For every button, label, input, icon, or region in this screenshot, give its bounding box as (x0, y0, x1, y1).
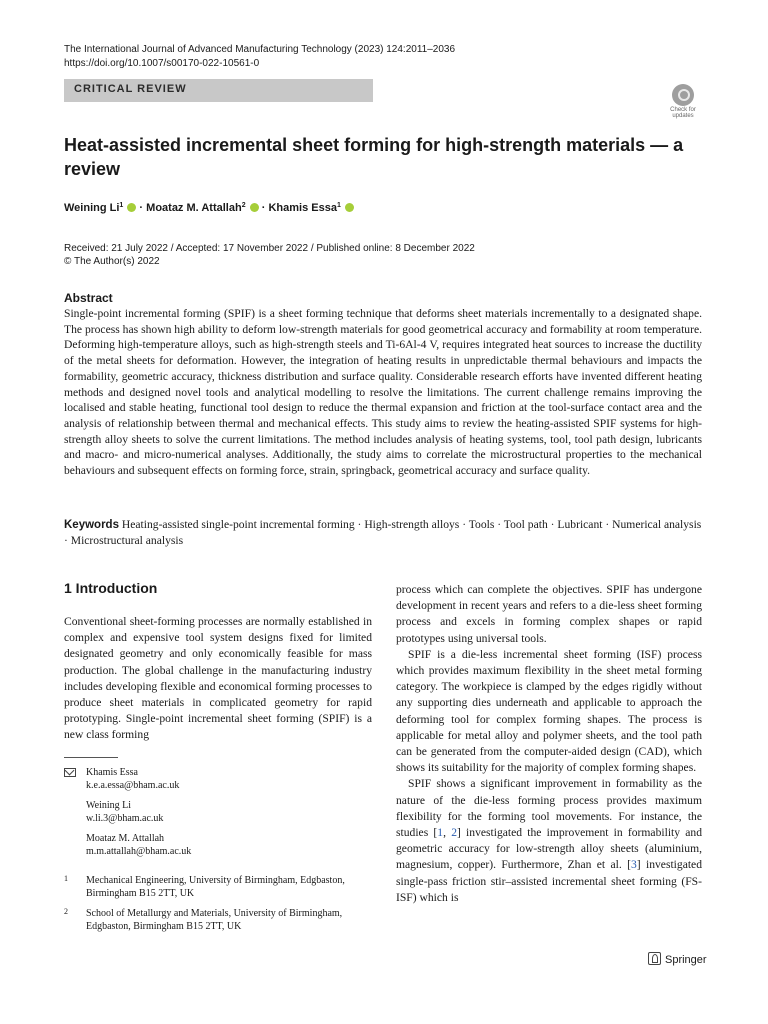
paragraph (396, 776, 702, 906)
correspondence-block (64, 766, 372, 940)
orcid-icon[interactable] (127, 203, 136, 212)
author-list: Weining Li$^1$ · Moataz M. Attallah$^2$ · Khamis Essa$^1$ (64, 202, 354, 214)
citation-separator: , (443, 826, 452, 840)
contact-name: Weining Li (86, 800, 132, 811)
footnote-divider (64, 757, 118, 758)
contact-entry (86, 799, 372, 825)
affiliation-text: Mechanical Engineering, University of Birmingham, Edgbaston, Birmingham B15 2TT, UK (86, 875, 345, 899)
article-title: Heat-assisted incremental sheet forming for high-strength materials — a review (64, 135, 684, 179)
affiliation-number: 1 (64, 874, 68, 883)
orcid-icon[interactable] (250, 203, 259, 212)
journal-citation: The International Journal of Advanced Manufacturing Technology (2023) 124:2011–2036 (64, 44, 456, 55)
contact-email[interactable]: w.li.3@bham.ac.uk (86, 813, 164, 824)
paragraph-text: ] investigated the improvement in formability and geometric accuracy for low-strength alloy sheets (aluminium, magnesium, copper). Furthermore, Zhan et al. [ (396, 826, 702, 872)
refresh-icon (672, 84, 694, 106)
dates-line: Received: 21 July 2022 / Accepted: 17 November 2022 / Published online: 8 December 2022 (64, 243, 475, 254)
publication-dates (64, 242, 475, 268)
publisher-footer (648, 952, 707, 966)
left-column (64, 614, 372, 744)
author-affil-sup: 1 (119, 202, 124, 209)
envelope-icon (64, 768, 76, 777)
affiliation-text: School of Metallurgy and Materials, University of Birmingham, Edgbaston, Birmingham B15 2TT, UK (86, 908, 343, 932)
contact-entry (86, 832, 372, 858)
affiliation-entry (64, 907, 372, 933)
springer-horse-icon (648, 952, 661, 965)
paragraph-text: ] investigated single-pass friction stir–assisted incremental sheet forming (FS-ISF) which is (396, 858, 703, 904)
citation-link[interactable]: 1 (437, 826, 444, 840)
section-heading: 1 Introduction (64, 580, 158, 596)
affiliation-entry (64, 874, 372, 900)
author-name: Weining Li (64, 202, 120, 214)
author-affil-sup: 1 (336, 202, 341, 209)
affiliation-number: 2 (64, 907, 68, 916)
abstract-text: Single-point incremental forming (SPIF) is a sheet forming technique that deforms sheet materials incrementally to a designated shape. The process has shown high ability to deform low-strength materials for good geometrical accuracy and formability at room temperature. Deforming high-temperature alloys, such as high-strength steels and Ti-6Al-4 V, requires integrated heat sources to increase the ductility of the metal sheets for deformation. However, the integration of heating results in unpredictable thermal behaviours and impacts the formability, geometric accuracy, thickness distribution and surface quality. Considerable research efforts have invented different heating methods and designed novel tools and analytical modelling to resolve the limitations. The current challenge remains improving the localised and stable heating, functional tool design to reduce the thermal expansion and friction at the tool-surface contact area and the analysis of relationship between thermal and mechanical effects. This study aims to review the heating-assisted SPIF systems for high-strength alloy sheets to solve the current limitations. The method includes analysis of heating systems, tool, tool path design, lubricants and macro- and micro-numerical analyses. Additionally, the study aims to correlate the microstructural properties to the mechanical behaviours and subsequent effects on forming force, strain, springback, geometrical accuracy and surface quality. (64, 307, 702, 478)
citation-link[interactable]: 3 (630, 858, 637, 872)
right-column (396, 582, 702, 906)
orcid-icon[interactable] (345, 203, 354, 212)
author-name: Khamis Essa (268, 202, 337, 214)
keywords-label: Keywords (64, 519, 119, 531)
citation-link[interactable]: 2 (451, 826, 457, 840)
abstract-heading: Abstract (64, 291, 113, 305)
contact-name: Moataz M. Attallah (86, 833, 165, 844)
author-affil-sup: 2 (241, 202, 246, 209)
paragraph: process which can complete the objectives. SPIF has undergone development in recent years and refers to a die-less sheet forming process and excels in forming complex shapes or rapid prototypes using universal tools. (396, 583, 702, 645)
contact-name: Khamis Essa (86, 767, 138, 778)
section-banner (64, 79, 373, 102)
doi-link[interactable]: https://doi.org/10.1007/s00170-022-10561-0 (64, 58, 260, 69)
check-for-updates-button[interactable] (664, 84, 702, 124)
check-updates-label: Check for updates (670, 107, 696, 119)
paragraph: Conventional sheet-forming processes are normally established in complex and expensive tool system designs fixed for limited designated geometry and only economically feasible for mass production. The global challenge in the manufacturing industry includes developing flexible and economical forming processes to produce sheet materials in complicated geometry for rapid prototyping. Single-point incremental sheet forming (SPIF) is a new class forming (64, 615, 372, 742)
paragraph: SPIF is a die-less incremental sheet forming (ISF) process which provides maximum flexibility in the sheet metal forming category. The workpiece is clamped by the edges rigidly without any supporting dies underneath and applicable to approach the deforming tool for complex forming shapes. The process is applicable for metal alloy and polymer sheets, and the tool path can be generated from the computer-aided design (CAD), which shows its suitability for the majority of complex forming shapes. (396, 647, 702, 775)
contact-email[interactable]: m.m.attallah@bham.ac.uk (86, 846, 192, 857)
author-name: Moataz M. Attallah (146, 202, 242, 214)
copyright-line: © The Author(s) 2022 (64, 256, 160, 267)
contact-entry (86, 766, 372, 792)
paragraph-text: SPIF shows a significant improvement in formability as the nature of the die-less forming process provides maximum flexibility for the forming tool movements. For instance, the studies [ (396, 777, 702, 840)
keywords-text: Heating-assisted single-point incremental forming · High-strength alloys · Tools · Tool path · Lubricant · Numerical analysis · Microstructural analysis (64, 518, 702, 547)
section-label: CRITICAL REVIEW (74, 83, 187, 95)
publisher-name: Springer (665, 954, 707, 966)
contact-email[interactable]: k.e.a.essa@bham.ac.uk (86, 780, 180, 791)
journal-header (64, 43, 455, 71)
keywords-block (64, 517, 704, 549)
